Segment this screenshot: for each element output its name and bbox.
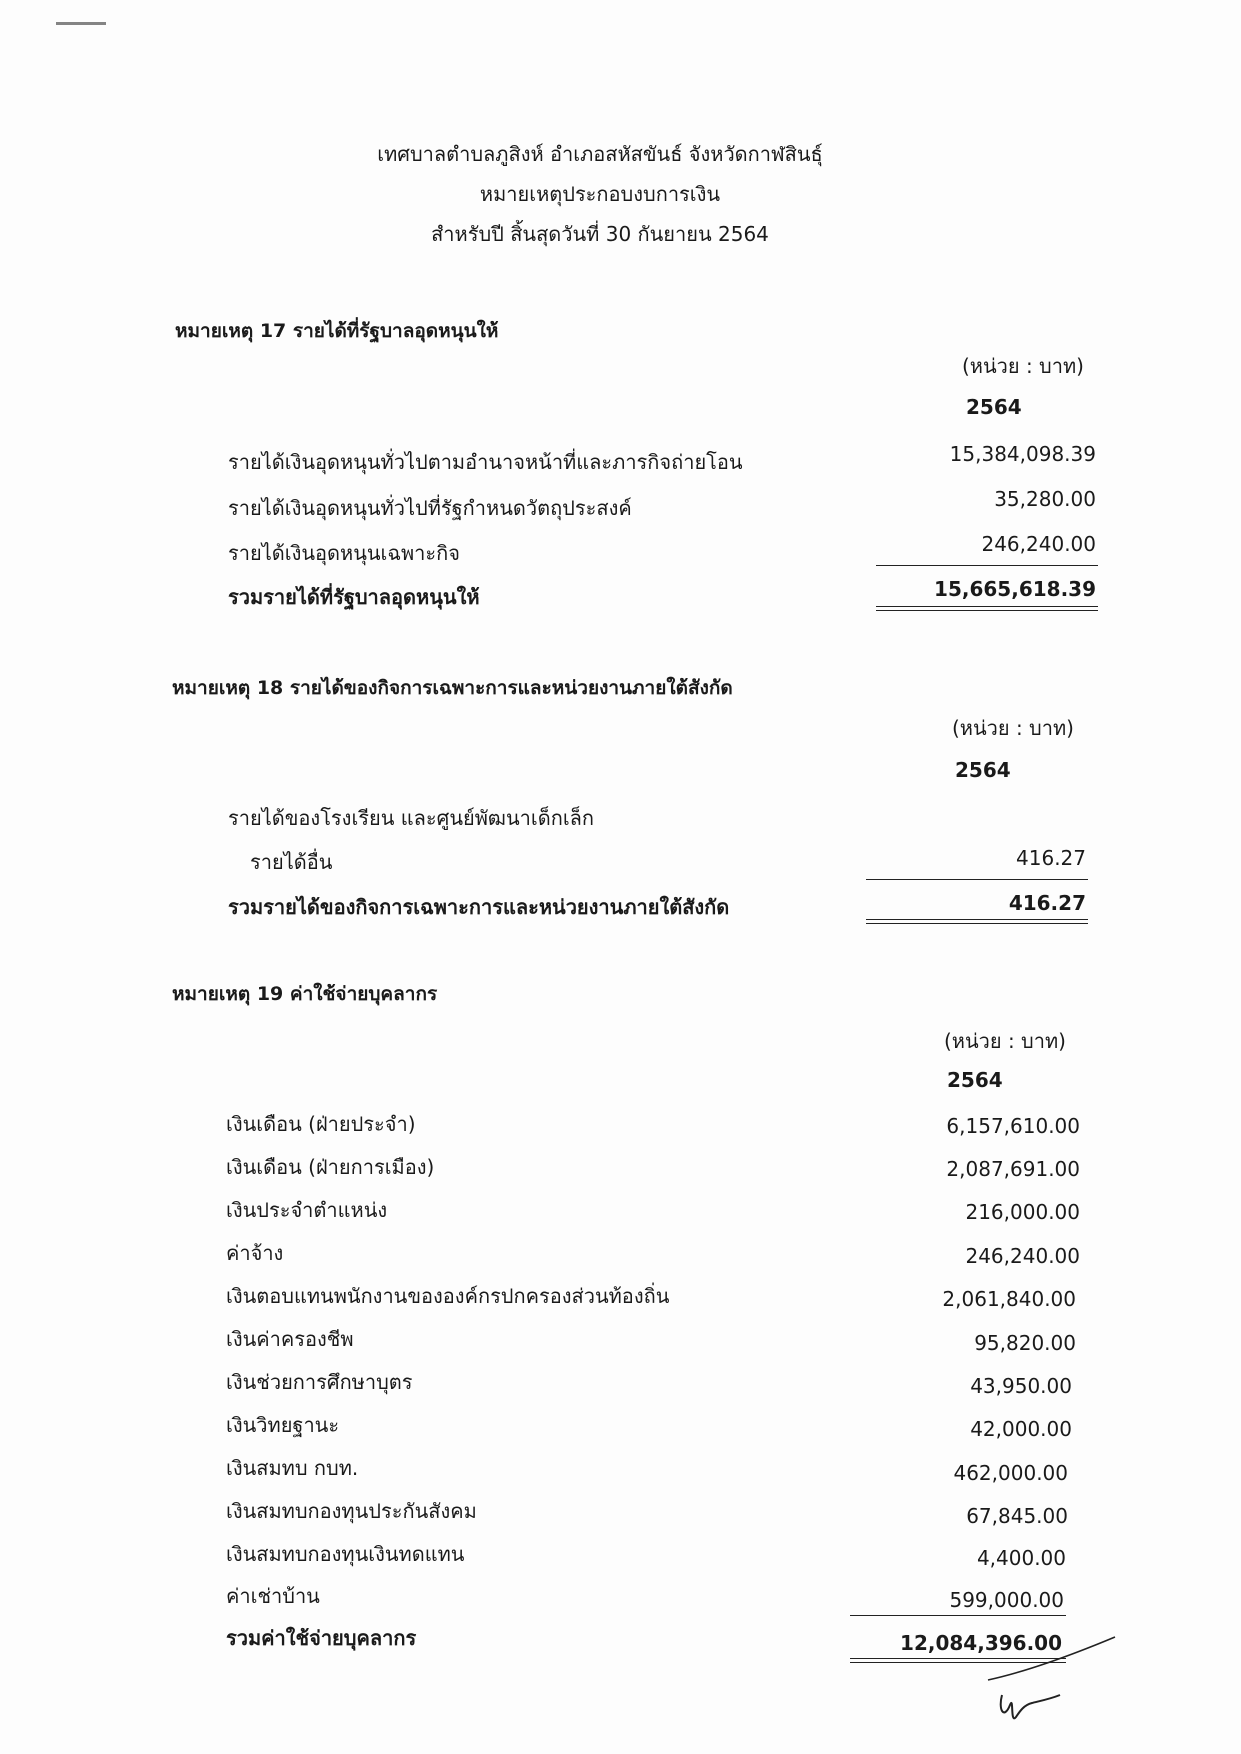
note-17-unit: (หน่วย : บาท) [962, 354, 1084, 378]
note-17-item-amount: 15,384,098.39 [949, 442, 1096, 466]
note-19-item-label: เงินตอบแทนพนักงานขององค์กรปกครองส่วนท้องถิ่น [226, 1284, 670, 1308]
note-17-item-label: รายได้เงินอุดหนุนเฉพาะกิจ [228, 541, 460, 565]
note-17-total-label: รวมรายได้ที่รัฐบาลอุดหนุนให้ [228, 585, 480, 609]
note-19-item-label: ค่าเช่าบ้าน [226, 1584, 320, 1608]
note-19-item-amount: 67,845.00 [966, 1504, 1068, 1528]
note-18-item-amount: 416.27 [1016, 846, 1086, 870]
note-17-total-amount: 15,665,618.39 [934, 577, 1096, 601]
note-19-item-amount: 6,157,610.00 [946, 1114, 1080, 1138]
subtotal-rule [866, 879, 1088, 880]
signature-icon [980, 1625, 1120, 1735]
subtotal-rule [850, 1615, 1066, 1616]
note-19-item-label: เงินวิทยฐานะ [226, 1413, 340, 1437]
note-17-item-label: รายได้เงินอุดหนุนทั่วไปตามอำนาจหน้าที่และภารกิจถ่ายโอน [228, 450, 743, 474]
note-19-item-label: เงินสมทบกองทุนเงินทดแทน [226, 1542, 465, 1566]
note-18-title: หมายเหตุ 18 รายได้ของกิจการเฉพาะการและหน่วยงานภายใต้สังกัด [172, 677, 733, 699]
note-19-unit: (หน่วย : บาท) [944, 1029, 1066, 1053]
note-19-item-label: เงินประจำตำแหน่ง [226, 1198, 388, 1222]
note-19-item-amount: 599,000.00 [949, 1588, 1064, 1612]
note-18-item-label: รายได้อื่น [250, 850, 333, 874]
note-19-item-label: เงินสมทบ กบท. [226, 1456, 359, 1480]
note-19-item-label: เงินเดือน (ฝ่ายการเมือง) [226, 1155, 435, 1179]
note-19-total-amount: 12,084,396.00 [900, 1631, 1062, 1655]
note-17-title: หมายเหตุ 17 รายได้ที่รัฐบาลอุดหนุนให้ [175, 320, 499, 342]
note-19-year: 2564 [947, 1068, 1003, 1092]
note-17-year: 2564 [966, 395, 1022, 419]
note-19-title: หมายเหตุ 19 ค่าใช้จ่ายบุคลากร [172, 983, 438, 1005]
note-19-item-amount: 2,061,840.00 [942, 1287, 1076, 1311]
note-17-item-amount: 35,280.00 [994, 487, 1096, 511]
note-19-total-label: รวมค่าใช้จ่ายบุคลากร [226, 1626, 417, 1650]
note-19-item-amount: 462,000.00 [953, 1461, 1068, 1485]
note-19-item-amount: 2,087,691.00 [946, 1157, 1080, 1181]
note-18-group-label: รายได้ของโรงเรียน และศูนย์พัฒนาเด็กเล็ก [228, 806, 595, 830]
note-17-item-amount: 246,240.00 [981, 532, 1096, 556]
note-19-item-label: เงินสมทบกองทุนประกันสังคม [226, 1499, 477, 1523]
note-19-item-label: เงินช่วยการศึกษาบุตร [226, 1370, 413, 1394]
note-18-unit: (หน่วย : บาท) [952, 716, 1074, 740]
note-19-item-amount: 216,000.00 [965, 1200, 1080, 1224]
total-double-rule [866, 919, 1088, 924]
total-double-rule [876, 606, 1098, 611]
note-19-item-amount: 43,950.00 [970, 1374, 1072, 1398]
note-19-item-amount: 4,400.00 [976, 1546, 1066, 1570]
note-19-item-label: ค่าจ้าง [226, 1241, 284, 1265]
note-18-total-amount: 416.27 [1008, 891, 1086, 915]
period-line: สำหรับปี สิ้นสุดวันที่ 30 กันยายน 2564 [431, 222, 769, 246]
note-18-total-label: รวมรายได้ของกิจการเฉพาะการและหน่วยงานภายใต้สังกัด [228, 895, 730, 919]
note-19-item-label: เงินค่าครองชีพ [226, 1327, 354, 1351]
note-17-item-label: รายได้เงินอุดหนุนทั่วไปที่รัฐกำหนดวัตถุประสงค์ [228, 496, 632, 520]
note-18-year: 2564 [955, 758, 1011, 782]
note-19-item-amount: 42,000.00 [970, 1417, 1072, 1441]
note-19-item-amount: 246,240.00 [965, 1244, 1080, 1268]
note-19-item-amount: 95,820.00 [974, 1331, 1076, 1355]
subtotal-rule [876, 565, 1098, 566]
document-title: หมายเหตุประกอบงบการเงิน [479, 182, 721, 206]
org-name: เทศบาลตำบลภูสิงห์ อำเภอสหัสขันธ์ จังหวัดกาฬสินธุ์ [377, 142, 823, 166]
note-19-item-label: เงินเดือน (ฝ่ายประจำ) [226, 1112, 416, 1136]
scan-artifact [56, 22, 106, 25]
